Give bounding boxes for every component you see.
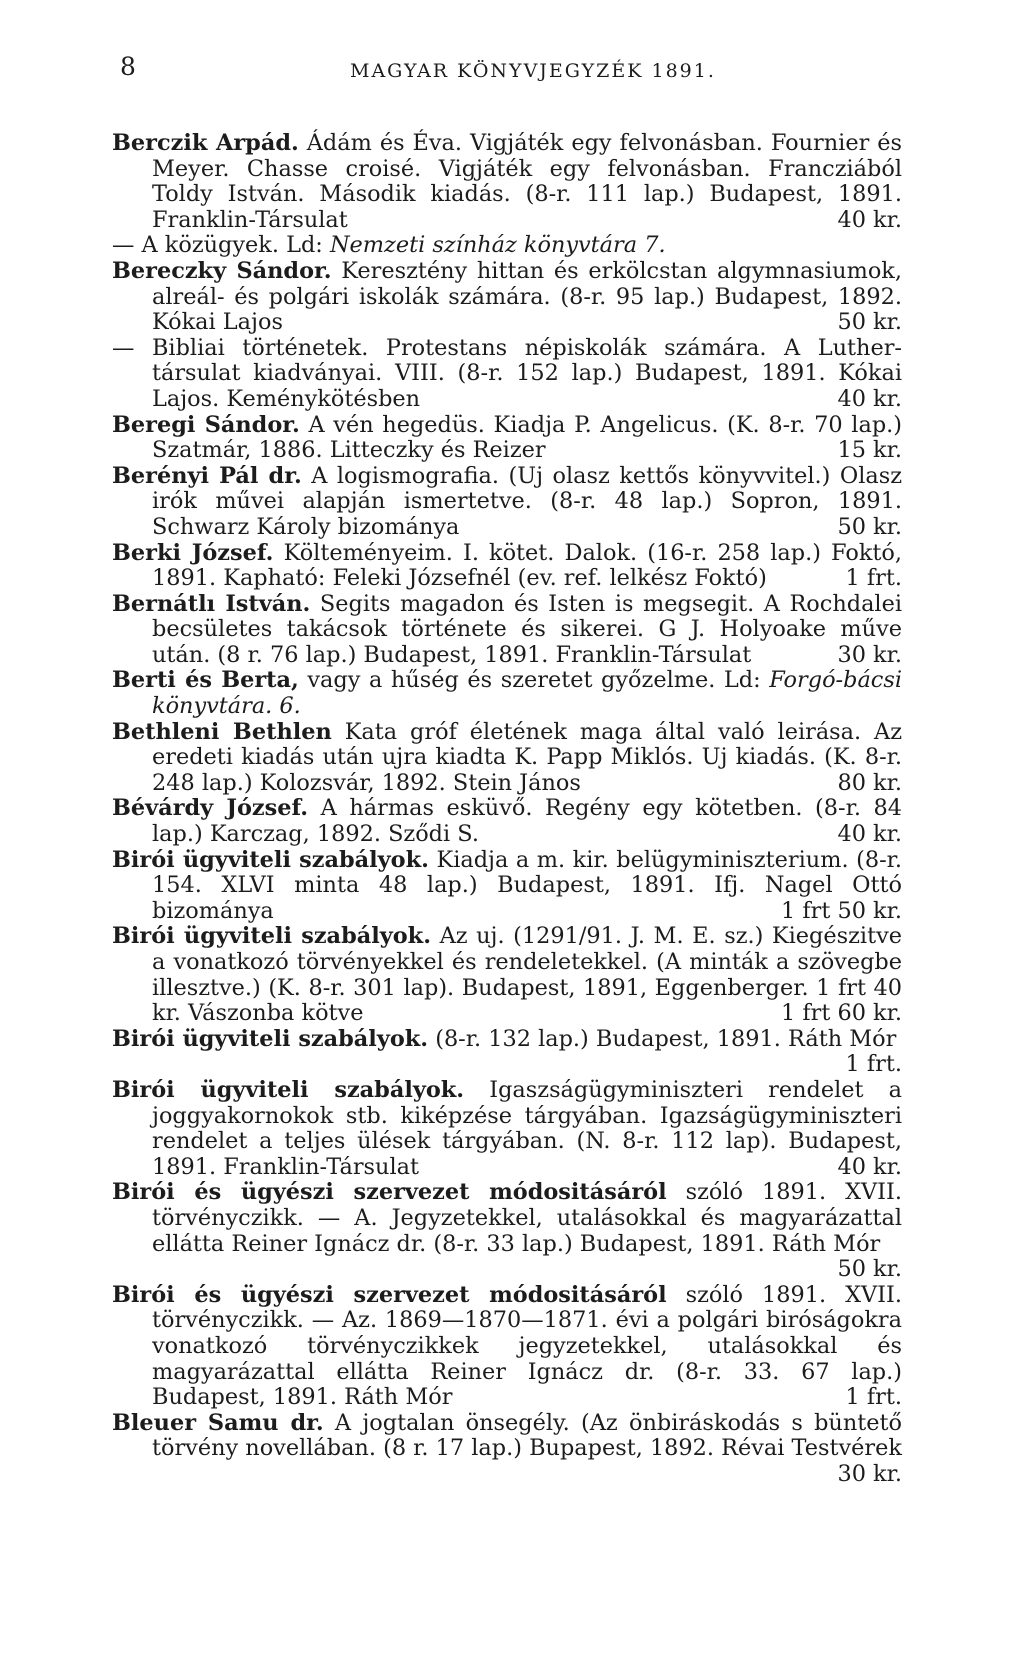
entry-heading: Birói ügyviteli szabályok.	[112, 1076, 465, 1103]
catalog-entry	[112, 233, 902, 259]
entry-reference: Nemzeti színház könyvtára 7.	[329, 232, 666, 259]
catalog-entry	[112, 924, 902, 1026]
entry-text: vagy a hűség és szeretet győzelme. Ld:	[307, 667, 761, 694]
entry-heading: Birói ügyviteli szabályok.	[112, 923, 431, 950]
entry-heading: Berczik Arpád.	[112, 130, 299, 156]
entry-price: 1 frt 60 kr.	[780, 1000, 902, 1027]
entry-heading: Bethleni Bethlen	[112, 718, 332, 745]
entry-text: szóló 1891. XVII. törvényczikk. — Az. 1869—1870—1871. évi a polgári biróságokra vonatkozó törvényczikkek jegyzetekkel, utalásokkal és magyarázattal ellátta Reiner Ignácz dr. (8-r. 33. 67 lap.) Budapest, 1891. Ráth Mór	[152, 1281, 902, 1411]
entry-price: 40 kr.	[837, 206, 902, 233]
entry-price: 1 frt.	[845, 565, 902, 592]
entry-heading: Birói és ügyészi szervezet módositásáról	[112, 1281, 667, 1308]
page-number: 8	[120, 52, 136, 81]
entry-text: (8-r. 132 lap.) Budapest, 1891. Ráth Mór	[435, 1025, 897, 1052]
entry-text: Igaszságügyminiszteri rendelet a joggyakornokok stb. kiképzése tárgyában. Igazságügyminiszteri rendelet a teljes ülések tárgyában. (N. 8-r. 112 lap). Budapest, 1891. Franklin-Társulat	[152, 1076, 902, 1180]
catalog-entry	[112, 464, 902, 541]
catalog-entry	[112, 848, 902, 925]
entry-price: 50 kr.	[837, 513, 902, 540]
entry-text: — Bibliai történetek. Protestans népiskolák számára. A Luther-társulat kiadványai. VIII. (8-r. 152 lap.) Budapest, 1891. Kókai Lajos. Keménykötésben	[112, 334, 902, 412]
entry-heading: Bernátlı István.	[112, 590, 311, 617]
catalog-entry	[112, 592, 902, 669]
catalog-entry	[112, 720, 902, 797]
entry-text: Költeményeim. I. kötet. Dalok. (16-r. 258 lap.) Foktó, 1891. Kapható: Feleki Józsefnél (ev. ref. lelkész Foktó)	[152, 539, 902, 592]
entry-price: 80 kr.	[837, 769, 902, 796]
entry-text: Keresztény hittan és erkölcstan algymnasiumok, alreál- és polgári iskolák számára. (8-r. 95 lap.) Budapest, 1892. Kókai Lajos	[152, 257, 902, 336]
entry-text: A vén hegedüs. Kiadja P. Angelicus. (K. 8-r. 70 lap.) Szatmár, 1886. Litteczky és Reizer	[152, 411, 902, 464]
entry-text: Kata gróf életének maga által való leirása. Az eredeti kiadás után ujra kiadta K. Papp Miklós. Uj kiadás. (K. 8-r. 248 lap.) Kolozsvár, 1892. Stein János	[152, 718, 903, 796]
catalog-entry	[112, 1027, 902, 1078]
catalog-entry	[112, 541, 902, 592]
catalog-entry	[112, 1180, 902, 1282]
entry-price: 50 kr.	[837, 1256, 902, 1283]
catalog-body	[112, 131, 902, 1487]
entry-heading: Bévárdy József.	[112, 795, 309, 822]
catalog-entry	[112, 131, 902, 233]
running-title: MAGYAR KÖNYVJEGYZÉK 1891.	[350, 60, 716, 82]
entry-price: 40 kr.	[837, 385, 902, 412]
entry-heading: Bereczky Sándor.	[112, 257, 332, 284]
catalog-entry	[112, 1283, 902, 1411]
page-header	[120, 52, 900, 92]
catalog-entry	[112, 1411, 902, 1488]
entry-heading: Berti és Berta,	[112, 667, 299, 694]
entry-price: 30 kr.	[837, 1460, 902, 1487]
entry-heading: Beregi Sándor.	[112, 411, 300, 438]
entry-heading: Berki József.	[112, 539, 274, 566]
catalog-entry	[112, 413, 902, 464]
entry-text: Kiadja a m. kir. belügyminiszterium. (8-r. 154. XLVI minta 48 lap.) Budapest, 1891. Ifj. Nagel Ottó bizománya	[152, 846, 903, 924]
entry-price: 50 kr.	[837, 309, 902, 336]
catalog-entry	[112, 336, 902, 413]
entry-text: Segits magadon és Isten is megsegit. A Rochdalei becsületes takácsok története és sikerei. G J. Holyoake műve után. (8 r. 76 lap.) Budapest, 1891. Franklin-Társulat	[152, 590, 902, 668]
entry-text: A hármas esküvő. Regény egy kötetben. (8-r. 84 lap.) Karczag, 1892. Sződi S.	[152, 795, 903, 848]
catalog-entry	[112, 796, 902, 847]
catalog-entry	[112, 668, 902, 719]
entry-text: A logismografia. (Uj olasz kettős könyvvitel.) Olasz irók művei alapján ismertetve. (8-r. 48 lap.) Sopron, 1891. Schwarz Károly bizománya	[152, 462, 902, 540]
entry-heading: Birói ügyviteli szabályok.	[112, 1025, 429, 1052]
entry-price: 1 frt.	[845, 1051, 902, 1078]
entry-heading: Berényi Pál dr.	[112, 462, 302, 489]
entry-heading: Bleuer Samu dr.	[112, 1409, 324, 1436]
entry-text: — A közügyek. Ld:	[112, 232, 323, 259]
entry-price: 15 kr.	[837, 437, 902, 464]
entry-text: Ádám és Éva. Vigjáték egy felvonásban. Fournier és Meyer. Chasse croisé. Vigjáték egy felvonásban. Francziából Toldy István. Második kiadás. (8-r. 111 lap.) Budapest, 1891. Franklin-Társulat	[152, 130, 902, 233]
entry-reference: Forgó-bácsi könyvtára. 6.	[152, 667, 902, 720]
entry-price: 1 frt.	[845, 1384, 902, 1411]
entry-text: Az uj. (1291/91. J. M. E. sz.) Kiegészitve a vonatkozó törvényekkel és rendeletekkel. (A minták a szövegbe illesztve.) (K. 8-r. 301 lap). Budapest, 1891, Eggenberger. 1 frt 40 kr. Vászonba kötve	[152, 923, 902, 1027]
catalog-entry	[112, 259, 902, 336]
entry-heading: Birói és ügyészi szervezet módositásáról	[112, 1179, 667, 1206]
entry-text: szóló 1891. XVII. törvényczikk. — A. Jegyzetekkel, utalásokkal és magyarázattal ellátta Reiner Ignácz dr. (8-r. 33 lap.) Budapest, 1891. Ráth Mór	[152, 1179, 902, 1257]
entry-price: 40 kr.	[837, 821, 902, 848]
entry-price: 40 kr.	[837, 1153, 902, 1180]
entry-text: A jogtalan önsegély. (Az önbiráskodás s büntető törvény novellában. (8 r. 17 lap.) Bupapest, 1892. Révai Testvérek	[152, 1409, 902, 1462]
catalog-entry	[112, 1078, 902, 1180]
entry-price: 1 frt 50 kr.	[780, 897, 902, 924]
entry-price: 30 kr.	[837, 641, 902, 668]
entry-heading: Birói ügyviteli szabályok.	[112, 846, 429, 873]
